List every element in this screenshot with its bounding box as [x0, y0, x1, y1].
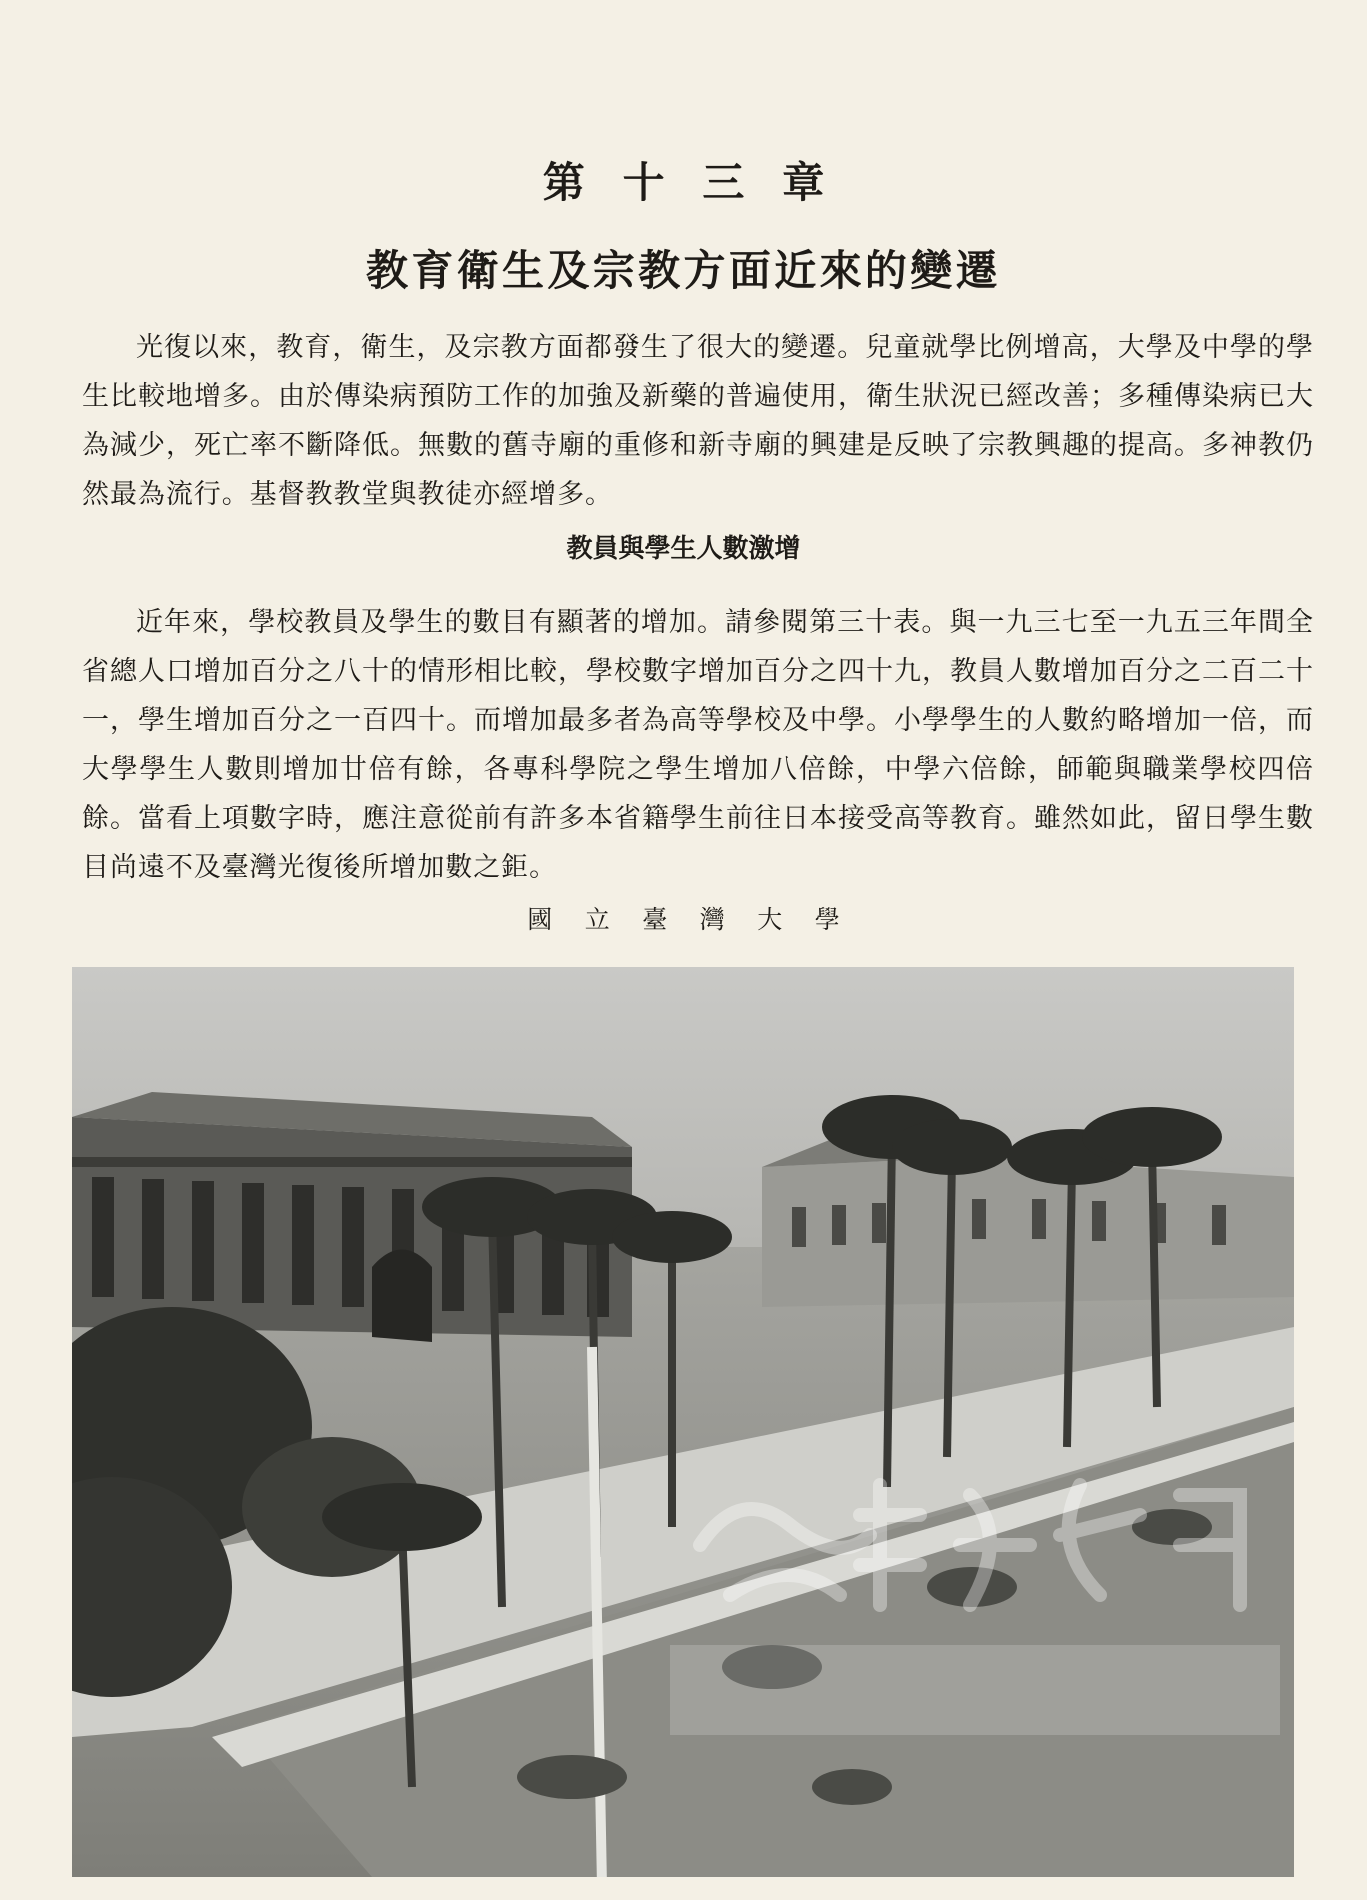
section-heading: 教員與學生人數激增: [566, 534, 801, 564]
campus-illustration: [72, 967, 1294, 1877]
intro-paragraph: 光復以來，教育，衛生，及宗教方面都發生了很大的變遷。兒童就學比例增高，大學及中學的學生比較地增多。由於傳染病預防工作的加強及新藥的普遍使用，衛生狀況已經改善；多種傳染病已大為減少，死亡率不斷降低。無數的舊寺廟的重修和新寺廟的興建是反映了宗教興趣的提高。多神教仍然最為流行。基督教教堂與教徒亦經增多。: [82, 332, 1314, 510]
chapter-heading: 第十三章: [542, 158, 862, 207]
photo-caption: 國立臺灣大學: [527, 905, 873, 934]
chapter-title: 教育衛生及宗教方面近來的變遷: [365, 246, 1002, 295]
section-paragraph: 近年來，學校教員及學生的數目有顯著的增加。請參閱第三十表。與一九三七至一九五三年間全省總人口增加百分之八十的情形相比較，學校數字增加百分之四十九，教員人數增加百分之二百二十一，學生增加百分之一百四十。而增加最多者為高等學校及中學。小學學生的人數約略增加一倍，而大學學生人數則增加廿倍有餘，各專科學院之學生增加八倍餘，中學六倍餘，師範與職業學校四倍餘。當看上項數字時，應注意從前有許多本省籍學生前往日本接受高等教育。雖然如此，留日學生數目尚遠不及臺灣光復後所增加數之鉅。: [82, 607, 1314, 883]
university-photo: [72, 967, 1294, 1877]
